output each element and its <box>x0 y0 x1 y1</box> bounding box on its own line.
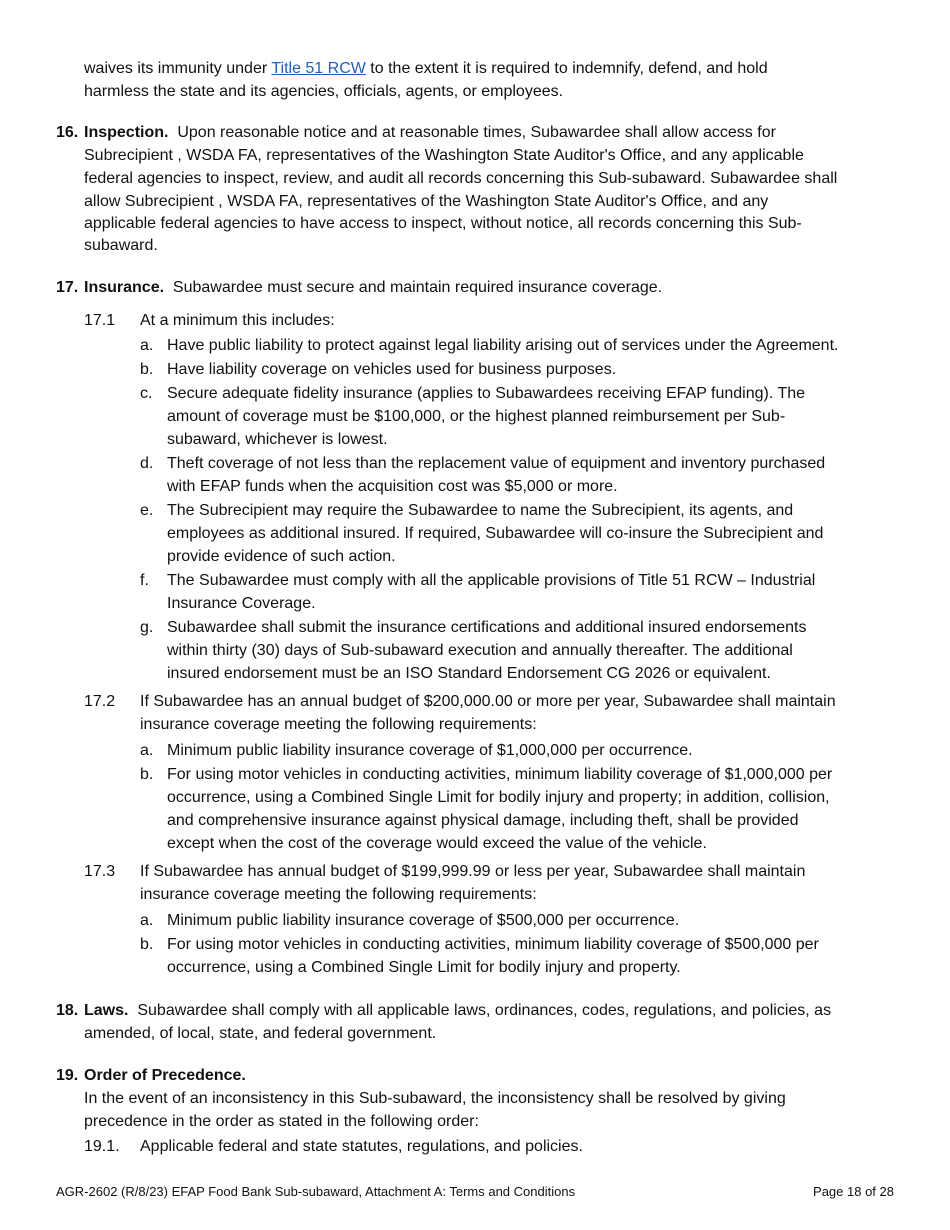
list-item-text: Secure adequate fidelity insurance (applies to Subawardees receiving EFAP funding). The <box>167 385 806 402</box>
list-item-text: subaward, whichever is lowest. <box>167 431 388 448</box>
section-18-text: Subawardee shall comply with all applicable laws, ordinances, codes, regulations, and policies, as <box>137 1002 832 1019</box>
section-16-heading: Inspection. <box>84 124 169 141</box>
section-16-line: federal agencies to inspect, review, and audit all records concerning this Sub-subaward. Subawardee shall <box>84 170 838 187</box>
list-item-letter: c. <box>140 385 153 402</box>
section-18-line <box>84 999 831 1022</box>
list-item-letter: a. <box>140 337 154 354</box>
section-19-line: precedence in the order as stated in the following order: <box>84 1113 479 1130</box>
list-item-letter: b. <box>140 936 154 953</box>
list-item-text: with EFAP funds when the acquisition cost was $5,000 or more. <box>167 478 618 495</box>
list-item-letter: g. <box>140 619 154 636</box>
subsection-17-2-text: If Subawardee has an annual budget of $200,000.00 or more per year, Subawardee shall maintain <box>140 693 836 710</box>
section-18-line: amended, of local, state, and federal government. <box>84 1025 437 1042</box>
list-item-text: except when the cost of the coverage would exceed the value of the vehicle. <box>167 835 707 852</box>
intro-line-2: harmless the state and its agencies, officials, agents, or employees. <box>84 83 564 100</box>
subsection-19-1-text: Applicable federal and state statutes, regulations, and policies. <box>140 1138 583 1155</box>
section-18-heading: Laws. <box>84 1002 129 1019</box>
section-19-heading: Order of Precedence. <box>84 1067 246 1084</box>
section-17-text: Subawardee must secure and maintain required insurance coverage. <box>172 279 663 296</box>
section-16-text: Upon reasonable notice and at reasonable times, Subawardee shall allow access for <box>177 124 776 141</box>
list-item-letter: a. <box>140 912 154 929</box>
subsection-17-2-number: 17.2 <box>84 693 116 710</box>
subsection-17-3-text: If Subawardee has annual budget of $199,999.99 or less per year, Subawardee shall maintain <box>140 863 806 880</box>
intro-text: waives its immunity under <box>84 60 272 77</box>
subsection-17-2-text: insurance coverage meeting the following requirements: <box>140 716 537 733</box>
intro-text: to the extent it is required to indemnify, defend, and hold <box>365 60 768 77</box>
list-item-text: and comprehensive insurance against physical damage, including theft, shall be provided <box>167 812 799 829</box>
section-17-line <box>84 276 662 299</box>
list-item-text: occurrence, using a Combined Single Limit for bodily injury and property; in addition, collision, <box>167 789 830 806</box>
list-item-text: within thirty (30) days of Sub-subaward execution and annually thereafter. The additional <box>167 642 793 659</box>
section-19-line: In the event of an inconsistency in this Sub-subaward, the inconsistency shall be resolved by giving <box>84 1090 786 1107</box>
list-item-text: insured endorsement must be an ISO Standard Endorsement CG 2026 or equivalent. <box>167 665 771 682</box>
list-item-text: provide evidence of such action. <box>167 548 396 565</box>
section-16-line: subaward. <box>84 237 158 254</box>
list-item-letter: a. <box>140 742 154 759</box>
subsection-19-1-number: 19.1. <box>84 1138 120 1155</box>
list-item-text: For using motor vehicles in conducting activities, minimum liability coverage of $500,000 per <box>167 936 819 953</box>
section-19-number: 19. <box>56 1067 79 1084</box>
subsection-17-3-number: 17.3 <box>84 863 116 880</box>
list-item-text: Have liability coverage on vehicles used for business purposes. <box>167 361 617 378</box>
section-16-line: allow Subrecipient , WSDA FA, representatives of the Washington State Auditor's Office, and any <box>84 193 769 210</box>
list-item-letter: b. <box>140 361 154 378</box>
list-item-text: For using motor vehicles in conducting activities, minimum liability coverage of $1,000,000 per <box>167 766 833 783</box>
list-item-letter: b. <box>140 766 154 783</box>
section-16-number: 16. <box>56 124 79 141</box>
footer-document-id: AGR-2602 (R/8/23) EFAP Food Bank Sub-subaward, Attachment A: Terms and Conditions <box>56 1184 576 1199</box>
list-item-text: occurrence, using a Combined Single Limit for bodily injury and property. <box>167 959 681 976</box>
list-item-text: Subawardee shall submit the insurance certifications and additional insured endorsements <box>167 619 807 636</box>
list-item-text: Have public liability to protect against legal liability arising out of services under the Agreement. <box>167 337 839 354</box>
list-item-text: amount of coverage must be $100,000, or the highest planned reimbursement per Sub- <box>167 408 786 425</box>
section-16-line: applicable federal agencies to have access to inspect, without notice, all records concerning this Sub- <box>84 215 802 232</box>
subsection-17-3-text: insurance coverage meeting the following requirements: <box>140 886 537 903</box>
section-16-line <box>84 121 776 144</box>
footer-page-number: Page 18 of 28 <box>813 1184 894 1199</box>
list-item-letter: e. <box>140 502 154 519</box>
list-item-letter: f. <box>140 572 149 589</box>
list-item-text: Minimum public liability insurance coverage of $1,000,000 per occurrence. <box>167 742 693 759</box>
list-item-text: employees as additional insured. If required, Subawardee will co-insure the Subrecipient and <box>167 525 824 542</box>
intro-line-1 <box>84 57 768 80</box>
list-item-text: Insurance Coverage. <box>167 595 316 612</box>
section-18-number: 18. <box>56 1002 79 1019</box>
title-51-rcw-link[interactable]: Title 51 RCW <box>271 60 366 77</box>
list-item-text: The Subrecipient may require the Subawardee to name the Subrecipient, its agents, and <box>167 502 794 519</box>
section-17-number: 17. <box>56 279 79 296</box>
subsection-17-1-number: 17.1 <box>84 312 116 329</box>
section-17-heading: Insurance. <box>84 279 165 296</box>
section-16-line: Subrecipient , WSDA FA, representatives of the Washington State Auditor's Office, and any applicable <box>84 147 804 164</box>
list-item-text: Theft coverage of not less than the replacement value of equipment and inventory purchased <box>167 455 826 472</box>
list-item-text: The Subawardee must comply with all the applicable provisions of Title 51 RCW – Industrial <box>167 572 816 589</box>
list-item-text: Minimum public liability insurance coverage of $500,000 per occurrence. <box>167 912 680 929</box>
list-item-letter: d. <box>140 455 154 472</box>
subsection-17-1-text: At a minimum this includes: <box>140 312 335 329</box>
